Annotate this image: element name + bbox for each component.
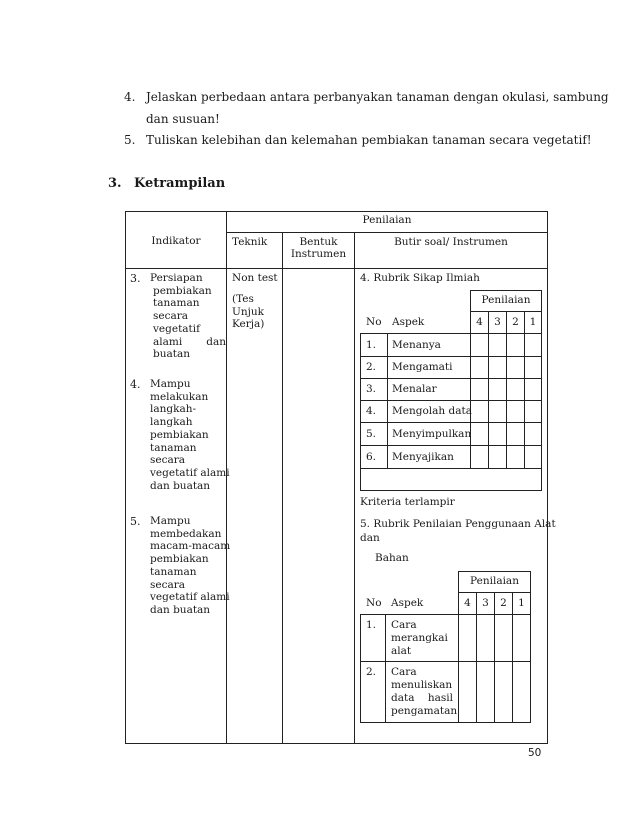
indicator-line: membedakan [150,527,222,540]
teknik-tes-unjuk-kerja: (Tes Unjuk Kerja) [232,293,265,330]
indicator-line: secara [153,310,189,323]
header-penilaian: Penilaian [362,214,412,226]
rubric1-title: 4. Rubrik Sikap Ilmiah [360,272,480,284]
table-border-right [547,211,548,744]
r1-row-no: 5. [366,428,377,440]
r1-vline [360,333,361,491]
indicator-line: secara [150,578,186,591]
r1-hline [470,290,542,291]
r1-row-aspek: Menanya [392,339,441,351]
r1-row-no: 4. [366,405,377,417]
r2-score-2: 2 [500,597,507,609]
r2-penilaian: Penilaian [470,575,519,587]
indicator-line: vegetatif [153,322,201,335]
r1-vline [541,290,542,491]
col-divider-3 [354,232,355,744]
indicator-word: dan [206,335,226,348]
r1-score-1: 1 [529,316,537,328]
r1-row-aspek: Mengamati [392,361,453,373]
r2-score-4: 4 [464,597,471,609]
indicator-number: 3. [130,272,141,285]
indicator-line: pembiakan [150,428,209,441]
header-indikator: Indikator [151,235,201,247]
r2-vline [385,614,386,723]
indicator-line: dan buatan [150,479,211,492]
indicator-line: tanaman [150,565,197,578]
page-number: 50 [528,747,542,759]
indicator-number: 4. [130,378,141,391]
r1-row-aspek: Menyimpulkan [392,428,472,440]
header-teknik: Teknik [232,236,268,248]
teknik-nontest: Non test [232,272,278,284]
r1-aspek: Aspek [392,316,425,328]
r1-row-aspek: Menyajikan [392,451,454,463]
indicator-line: pembiakan [150,553,209,566]
indicator-line: secara [150,454,186,467]
r1-hline [360,468,542,469]
header-divider [226,232,547,233]
table-border-bottom [125,743,548,744]
r2-vline [476,592,477,723]
indicator-number: 5. [130,515,141,528]
r2-score-3: 3 [482,597,489,609]
question-4 [124,89,609,129]
table-border-top [125,211,548,212]
r2-aspek: Aspek [391,597,424,609]
indicator-line: vegetatif alami [150,466,230,479]
r2-vline [494,592,495,723]
indicator-text [150,515,238,617]
r1-hline [360,490,542,491]
indicator-text [150,378,238,492]
r1-row-no: 1. [366,339,377,351]
r1-row-aspek: Mengolah data [392,405,472,417]
r1-vline [506,311,507,468]
r2-vline [458,571,459,723]
r1-vline [524,311,525,468]
r1-score-4: 4 [476,316,483,328]
indicator-text [150,272,238,361]
r1-row-no: 3. [366,383,377,395]
indicator-3 [130,272,224,372]
r2-row-aspek: Cara menuliskan data hasil pengamatan [391,666,458,717]
question-number: 5. [124,133,136,147]
r2-row-no: 1. [366,619,377,631]
indicator-line: Mampu [150,515,191,527]
indicator-line: pembiakan [153,284,212,297]
indicator-line: Persiapan [150,272,203,284]
r1-row-no: 2. [366,361,377,373]
indicator-line: langkah- [150,403,197,416]
indicator-line: langkah [150,416,193,429]
indicator-line: tanaman [153,297,200,310]
indicator-line: melakukan [150,390,209,403]
indicator-line: buatan [153,348,190,361]
r2-vline [512,592,513,723]
r1-penilaian: Penilaian [481,294,531,306]
question-5 [124,132,592,150]
r2-hline [458,571,530,572]
question-text: Jelaskan perbedaan antara perbanyakan tanaman dengan okulasi, sambung [146,90,609,104]
r1-score-2: 2 [512,316,519,328]
r2-row-no: 2. [366,666,377,678]
section-title: Ketrampilan [134,176,226,191]
header-bentuk: Bentuk Instrumen [290,236,347,260]
col-divider-2 [282,232,283,744]
question-text: Tuliskan kelebihan dan kelemahan pembiakan tanaman secara vegetatif! [146,133,592,147]
question-text-cont: dan susuan! [146,112,220,126]
r2-vline [360,614,361,723]
header-bottom [125,268,548,269]
r2-score-1: 1 [518,597,525,609]
rubric2-title-cont2: Bahan [375,552,409,564]
indicator-line: Mampu [150,378,191,390]
rubric2-title-cont: dan [360,532,380,544]
r2-no: No [366,597,382,609]
indicator-4 [130,378,230,508]
indicator-line: dan buatan [150,603,211,616]
indicator-line: macam-macam [150,540,231,553]
r1-row-aspek: Menalar [392,383,437,395]
header-butir: Butir soal/ Instrumen [394,236,508,248]
rubric2-title: 5. Rubrik Penilaian Penggunaan Alat [360,518,556,530]
indicator-line: tanaman [150,441,197,454]
r1-score-3: 3 [494,316,501,328]
r1-no: No [366,316,382,328]
indicator-line-justified [150,336,226,349]
section-number: 3. [108,176,122,191]
r1-row-no: 6. [366,451,377,463]
r1-vline [387,333,388,468]
indicator-word: alami [153,335,183,348]
r2-vline [530,571,531,723]
indicator-5 [130,515,231,625]
table-border-left [125,211,126,744]
r2-row-aspek: Cara merangkai alat [391,619,448,657]
kriteria-terlampir: Kriteria terlampir [360,496,455,508]
question-number: 4. [124,90,136,104]
indicator-line: vegetatif alami [150,591,230,604]
r1-vline [488,311,489,468]
